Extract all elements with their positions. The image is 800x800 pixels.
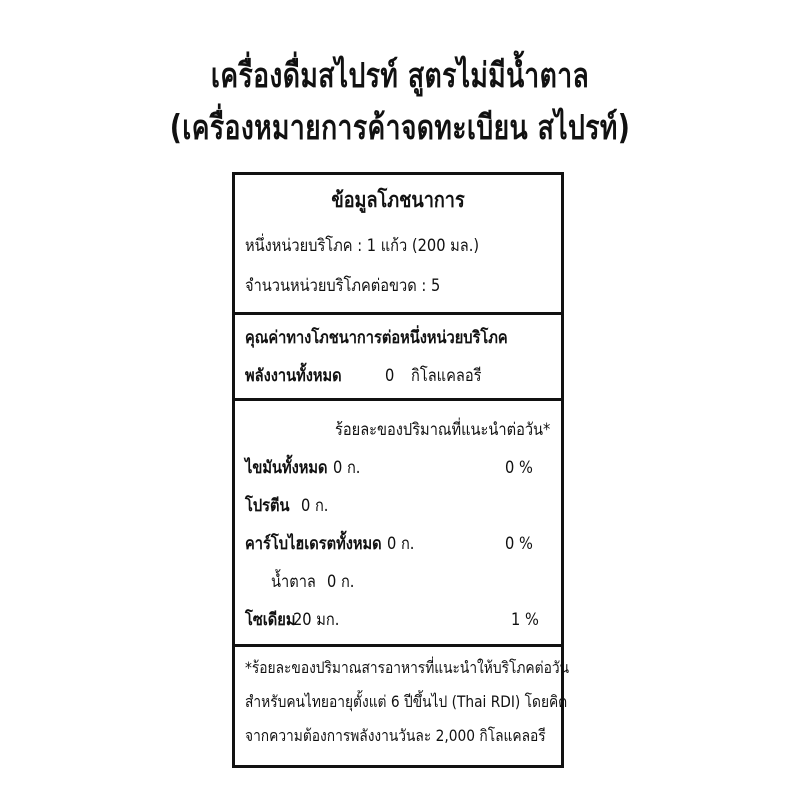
serving-size: หนึ่งหน่วยบริโภค : 1 แก้ว (200 มล.)	[245, 236, 480, 256]
energy-label: พลังงานทั้งหมด	[245, 366, 342, 386]
sodium-amount: 20 มก.	[293, 610, 340, 630]
product-title: เครื่องดื่มสไปรท์ สูตรไม่มีน้ำตาล	[210, 56, 590, 96]
sodium-percent: 1 %	[511, 610, 539, 630]
fat-percent: 0 %	[505, 458, 533, 478]
servings-per-container: จำนวนหน่วยบริโภคต่อขวด : 5	[245, 276, 441, 296]
nutrients-section	[235, 401, 561, 644]
trademark-note: (เครื่องหมายการค้าจดทะเบียน สไปรท์)	[169, 108, 631, 148]
sugar-amount: 0 ก.	[327, 572, 355, 592]
sodium-label: โซเดียม	[245, 610, 296, 630]
footnote-line: สำหรับคนไทยอายุตั้งแต่ 6 ปีขึ้นไป (Thai RDI) โดยคิด	[245, 692, 568, 711]
carb-amount: 0 ก.	[387, 534, 415, 554]
protein-label: โปรตีน	[245, 496, 290, 516]
fat-label: ไขมันทั้งหมด	[245, 458, 328, 478]
footnote-section	[235, 647, 569, 765]
energy-value: 0	[385, 366, 395, 386]
per-serving-heading: คุณค่าทางโภชนาการต่อหนึ่งหน่วยบริโภค	[245, 328, 508, 348]
nutrition-facts-panel	[232, 172, 569, 768]
carb-percent: 0 %	[505, 534, 533, 554]
energy-section	[235, 315, 561, 398]
footnote-line: จากความต้องการพลังงานวันละ 2,000 กิโลแคลอรี	[245, 726, 546, 745]
carb-label: คาร์โบไฮเดรตทั้งหมด	[245, 534, 382, 554]
nutrition-title: ข้อมูลโภชนาการ	[331, 188, 465, 212]
footnote-line: *ร้อยละของปริมาณสารอาหารที่แนะนำให้บริโภคต่อวัน	[245, 658, 569, 677]
sugar-label: น้ำตาล	[271, 572, 316, 592]
serving-section	[235, 175, 561, 312]
fat-amount: 0 ก.	[333, 458, 361, 478]
energy-unit: กิโลแคลอรี	[411, 366, 482, 386]
protein-amount: 0 ก.	[301, 496, 329, 516]
rdi-header: ร้อยละของปริมาณที่แนะนำต่อวัน*	[335, 420, 551, 440]
